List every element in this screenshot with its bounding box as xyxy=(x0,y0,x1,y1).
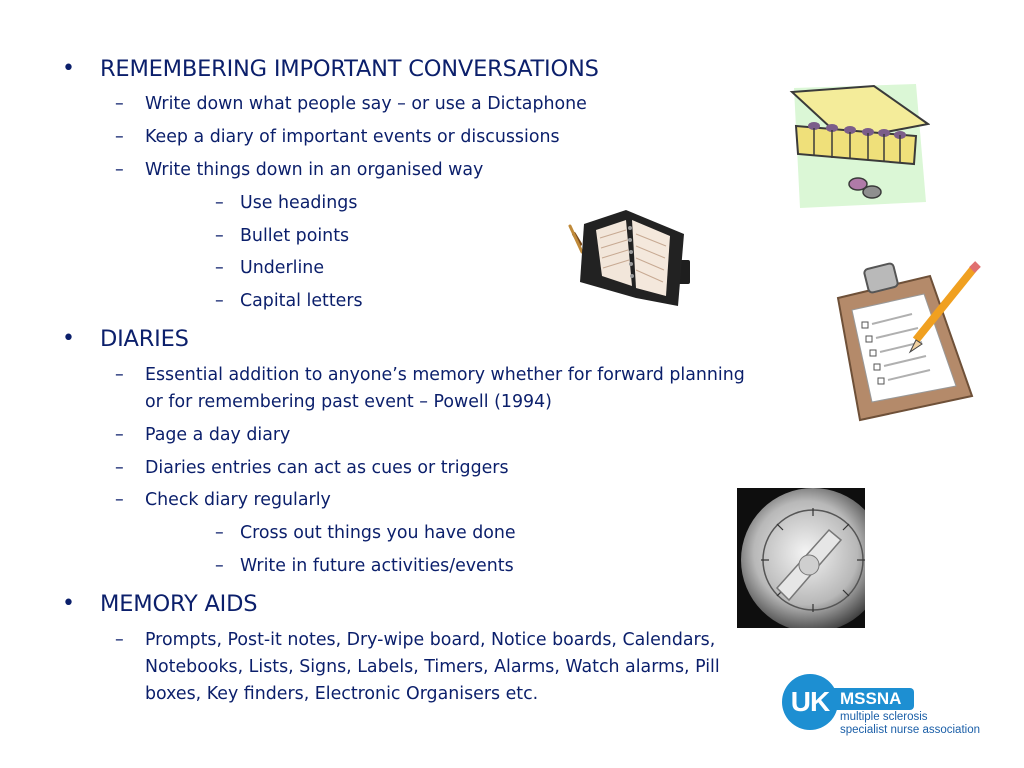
organiser-clipart-icon xyxy=(566,206,694,306)
list-item: – Prompts, Post-it notes, Dry-wipe board, Notice boards, Calendars, Notebooks, Lists, Signs, Labels, Timers, Alarms, Watch alarms, Pill boxes, Key finders, Electronic Organisers etc. xyxy=(145,627,745,708)
mssna-logo xyxy=(782,674,986,738)
dash-icon: – xyxy=(115,490,124,510)
dash-icon: – xyxy=(115,458,124,478)
list-item: – Write things down in an organised way xyxy=(145,157,483,184)
heading-memory-aids: • MEMORY AIDS xyxy=(62,591,258,617)
dash-icon: – xyxy=(115,160,124,180)
bullet-icon: • xyxy=(62,591,75,616)
logo-name-bar: MSSNA xyxy=(830,688,914,710)
sub-list-item: – Cross out things you have done xyxy=(240,520,516,547)
dash-icon: – xyxy=(215,226,224,246)
sub-list-item: – Bullet points xyxy=(240,223,349,250)
dash-icon: – xyxy=(115,630,124,650)
dash-icon: – xyxy=(215,291,224,311)
dash-icon: – xyxy=(115,425,124,445)
list-item: – Diaries entries can act as cues or triggers xyxy=(145,455,509,482)
dash-icon: – xyxy=(215,258,224,278)
heading-diaries: • DIARIES xyxy=(62,326,189,352)
dash-icon: – xyxy=(115,365,124,385)
logo-line-2: specialist nurse association xyxy=(840,724,980,736)
bullet-icon: • xyxy=(62,326,75,351)
pill-box-clipart-icon xyxy=(784,80,930,212)
kitchen-timer-photo-icon xyxy=(737,488,865,628)
dash-icon: – xyxy=(215,193,224,213)
dash-icon: – xyxy=(115,94,124,114)
list-item: – Keep a diary of important events or discussions xyxy=(145,124,560,151)
list-item: – Essential addition to anyone’s memory whether for forward planning or for remembering past event – Powell (1994) xyxy=(145,362,745,416)
bullet-icon: • xyxy=(62,56,75,81)
dash-icon: – xyxy=(115,127,124,147)
sub-list-item: – Underline xyxy=(240,255,324,282)
list-item: – Check diary regularly xyxy=(145,487,331,514)
logo-line-1: multiple sclerosis xyxy=(840,711,928,723)
sub-list-item: – Capital letters xyxy=(240,288,363,315)
logo-badge: UK xyxy=(782,674,838,730)
dash-icon: – xyxy=(215,523,224,543)
heading-remembering-conversations: • REMEMBERING IMPORTANT CONVERSATIONS xyxy=(62,56,599,82)
list-item: – Write down what people say – or use a Dictaphone xyxy=(145,91,587,118)
sub-list-item: – Write in future activities/events xyxy=(240,553,514,580)
dash-icon: – xyxy=(215,556,224,576)
clipboard-checklist-icon xyxy=(832,258,982,428)
sub-list-item: – Use headings xyxy=(240,190,357,217)
list-item: – Page a day diary xyxy=(145,422,290,449)
